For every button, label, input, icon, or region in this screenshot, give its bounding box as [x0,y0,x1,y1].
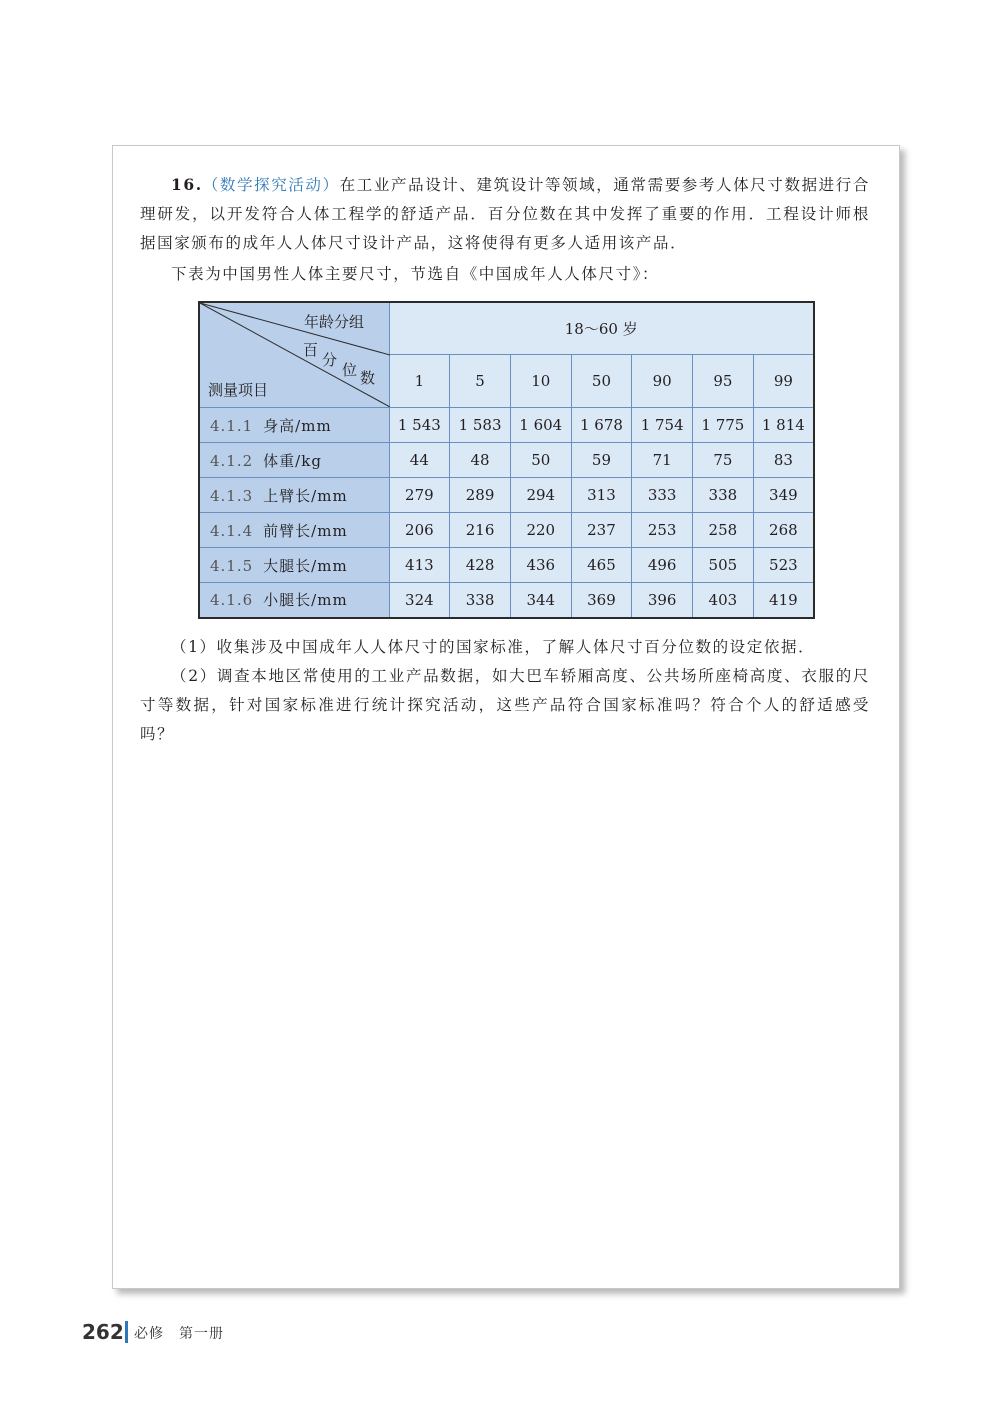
table-row [199,443,814,478]
question-number: 16. [171,175,203,194]
table-cell: 71 [632,443,693,478]
table-cell: 50 [510,443,571,478]
table-cell: 338 [450,583,511,618]
table-cell: 237 [571,513,632,548]
table-cell: 523 [753,548,814,583]
task-1: （1）收集涉及中国成年人人体尺寸的国家标准，了解人体尺寸百分位数的设定依据． [171,638,816,656]
table-cell: 44 [389,443,450,478]
percentile-header: 90 [632,355,693,408]
table-cell: 349 [753,478,814,513]
table-cell: 413 [389,548,450,583]
table-row [199,478,814,513]
table-cell: 338 [693,478,754,513]
table-cell: 75 [693,443,754,478]
table-cell: 505 [693,548,754,583]
row-name: 上臂长/mm [263,486,348,505]
row-code: 4.1.2 [210,451,254,470]
percentile-header: 95 [693,355,754,408]
table-cell: 436 [510,548,571,583]
corner-percentile-char-4: 数 [360,369,376,387]
footer-accent-bar [125,1321,128,1343]
table-cell: 216 [450,513,511,548]
row-label [199,513,389,548]
percentile-header: 99 [753,355,814,408]
task-2: （2）调查本地区常使用的工业产品数据，如大巴车轿厢高度、公共场所座椅高度、衣服的尺寸等数据，针对国家标准进行统计探究活动，这些产品符合国家标准吗？符合个人的舒适感受吗？ [140,667,870,743]
row-label [199,478,389,513]
question-text: 在工业产品设计、建筑设计等领域，通常需要参考人体尺寸数据进行合理研发，以开发符合人体工程学的舒适产品．百分位数在其中发挥了重要的作用．工程设计师根据国家颁布的成年人人体尺寸设计产品，这将使得有更多人适用该产品． [140,176,870,252]
table-cell: 258 [693,513,754,548]
row-name: 身高/mm [263,416,332,435]
percentile-header: 10 [510,355,571,408]
table-corner-header [199,302,389,408]
row-label [199,408,389,443]
table-row [199,513,814,548]
page-number: 262 [82,1320,124,1344]
body-size-table [198,301,815,619]
table-cell: 369 [571,583,632,618]
row-code: 4.1.3 [210,486,254,505]
row-name: 大腿长/mm [263,556,348,575]
age-range-header: 18～60 岁 [389,302,814,355]
corner-measure-label: 测量项目 [208,381,269,399]
table-cell: 1 583 [450,408,511,443]
table-cell: 253 [632,513,693,548]
corner-percentile-char-1: 百 [303,341,319,359]
question-tag: （数学探究活动） [202,176,340,194]
table-cell: 289 [450,478,511,513]
table-cell: 59 [571,443,632,478]
row-name: 前臂长/mm [263,521,348,540]
table-cell: 83 [753,443,814,478]
table-cell: 279 [389,478,450,513]
table-cell: 1 814 [753,408,814,443]
table-cell: 465 [571,548,632,583]
table-cell: 403 [693,583,754,618]
table-row [199,408,814,443]
book-title: 必修 第一册 [134,1326,224,1342]
percentile-header: 50 [571,355,632,408]
table-cell: 324 [389,583,450,618]
row-label [199,548,389,583]
row-name: 体重/kg [263,451,322,470]
table-cell: 419 [753,583,814,618]
corner-age-group-label: 年龄分组 [304,313,365,331]
percentile-header: 5 [450,355,511,408]
table-cell: 206 [389,513,450,548]
row-name: 小腿长/mm [263,591,348,610]
table-row [199,548,814,583]
row-code: 4.1.1 [210,416,254,435]
table-cell: 48 [450,443,511,478]
row-label [199,583,389,618]
table-row [199,583,814,618]
row-label [199,443,389,478]
table-cell: 396 [632,583,693,618]
table-cell: 220 [510,513,571,548]
corner-percentile-char-3: 位 [342,361,358,379]
row-code: 4.1.4 [210,521,254,540]
row-code: 4.1.5 [210,556,254,575]
corner-percentile-char-2: 分 [322,351,338,369]
table-intro: 下表为中国男性人体主要尺寸，节选自《中国成年人人体尺寸》： [171,265,660,283]
table-cell: 1 543 [389,408,450,443]
table-cell: 294 [510,478,571,513]
percentile-header: 1 [389,355,450,408]
table-cell: 1 754 [632,408,693,443]
table-cell: 313 [571,478,632,513]
table-cell: 333 [632,478,693,513]
table-cell: 344 [510,583,571,618]
table-cell: 268 [753,513,814,548]
table-cell: 1 678 [571,408,632,443]
table-cell: 496 [632,548,693,583]
row-code: 4.1.6 [210,591,254,610]
table-cell: 1 604 [510,408,571,443]
question-paragraph [140,170,870,258]
table-cell: 428 [450,548,511,583]
table-cell: 1 775 [693,408,754,443]
